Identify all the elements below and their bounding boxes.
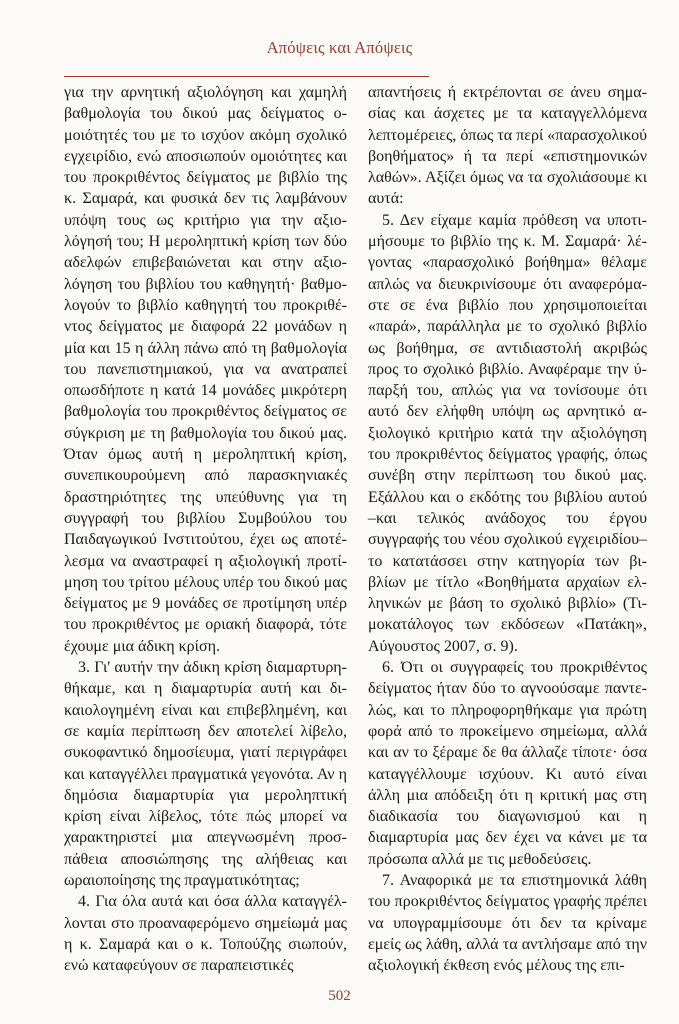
left-column <box>64 82 347 976</box>
paragraph: 3. Γι' αυτήν την άδικη κρίση διαμαρτυρηθήκαμε, και η διαμαρτυρία αυτή και δικαιολογημένη είναι και επιβεβλημένη, και σε καμία περίπτωση δεν αποτελεί λίβελο, συκοφαντικό δημοσίευμα, γιατί περιγράφει και καταγγέλλει πραγματικά γεγονότα. Αν η δημόσια διαμαρτυρία για μεροληπτική κρίση είναι λίβελος, τότε πώς μπορεί να χαρακτηριστεί μια απεγνωσμένη προσπάθεια αποσιώπησης της αλήθειας και ωραιοποίησης της πραγματικότητας; <box>64 659 347 889</box>
paragraph: 5. Δεν είχαμε καμία πρόθεση να υποτιμήσουμε το βιβλίο της κ. Μ. Σαμαρά· λέγοντας «παρασχολικό βοήθημα» θέλαμε απλώς να διευκρινίσουμε ότι αναφερόμαστε σε ένα βιβλίο που χρησιμοποιείται «παρά», παράλληλα με το σχολικό βιβλίο ως βοήθημα, σε αντιδιαστολή ακριβώς προς το σχολικό βιβλίο. Αναφέραμε την ύπαρξή του, απλώς για να τονίσουμε ότι αυτό δεν ελήφθη υπόψη ως αρνητικό αξιολογικό κριτήριο κατά την αξιολόγηση του προκριθέντος δείγματος γραφής, όπως συνέβη στην περίπτωση του δικού μας. Εξάλλου και ο εκδότης του βιβλίου αυτού –και τελικός ανάδοχος του έργου συγγραφής του νέου σχολικού εγχειριδίου– το κατατάσσει στην κατηγορία των βιβλίων με τίτλο «Βοηθήματα αρχαίων ελληνικών με βάση το σχολικό βιβλίο» (Τιμοκατάλογος των εκδόσεων «Πατάκη», Αύγουστος 2007, σ. 9). <box>368 211 647 655</box>
paragraph: για την αρνητική αξιολόγηση και χαμηλή βαθμολογία του δικού μας δείγματος ομοιότητές του με το ισχύον ακόμη σχολικό εγχειρίδιο, ενώ αποσιωπούν ομοιότητες και του προκριθέντος δείγματος με βιβλίο της κ. Σαμαρά, και φυσικά δεν τις λαμβάνουν υπόψη τους ως κριτήριο για την αξιολόγησή του; Η μεροληπτική κρίση των δύο αδελφών επιβεβαιώνεται και στην αξιολόγηση του βιβλίου του καθηγητή· βαθμολογούν το βιβλίο καθηγητή του προκριθέντος δείγματος με διαφορά 22 μονάδων η μία και 15 η άλλη πάνω από τη βαθμολογία του πανεπιστημιακού, για να ανατραπεί οπωσδήποτε η κατά 14 μονάδες μικρότερη βαθμολογία του προκριθέντος δείγματος σε σύγκριση με τη βαθμολογία του δικού μας. Όταν όμως αυτή η μεροληπτική κρίση, συνεπικουρούμενη από παρασκηνιακές δραστηριότητες της υπεύθυνης για τη συγγραφή του βιβλίου Συμβούλου του Παιδαγωγικού Ινστιτούτου, έχει ως αποτέλεσμα να αναστραφεί η αξιολογική προτίμηση του τρίτου μέλους υπέρ του δικού μας δείγματος με 9 μονάδες σε προτίμηση υπέρ του προκριθέντος με οριακή διαφορά, τότε έχουμε μια άδικη κρίση. <box>64 84 347 655</box>
paragraph: 6. Ότι οι συγγραφείς του προκριθέντος δείγματος ήταν δύο το αγνοούσαμε παντελώς, και το πληροφορηθήκαμε για πρώτη φορά από το προκείμενο σημείωμα, αλλά και αν το ξέραμε δε θα άλλαζε τίποτε· όσα καταγγέλλουμε ισχύουν. Κι αυτό είναι άλλη μια απόδειξη ότι η κριτική μας στη διαδικασία του διαγωνισμού και η διαμαρτυρία μας δεν έχει να κάνει με τα πρόσωπα αλλά με τις μεθοδεύσεις. <box>368 659 647 868</box>
paragraph: 4. Για όλα αυτά και όσα άλλα καταγγέλλονται στο προαναφερόμενο σημείωμά μας η κ. Σαμαρά και ο κ. Τοπούζης σιωπούν, ενώ καταφεύγουν σε παραπειστικές <box>64 893 347 975</box>
header-rule <box>64 76 429 77</box>
paragraph: απαντήσεις ή εκτρέπονται σε άνευ σημασίας και άσχετες με τα καταγγελλόμενα λεπτομέρειες, όπως τα περί «παρασχολικού βοηθήματος» ή τα περί «επιστημονικών λαθών». Αξίζει όμως να τα σχολιάσουμε κι αυτά: <box>368 84 647 208</box>
paragraph: 7. Αναφορικά με τα επιστημονικά λάθη του προκριθέντος δείγματος γραφής πρέπει να υπογραμμίσουμε ότι δεν τα κρίναμε εμείς ως λάθη, αλλά τα αντλήσαμε από την αξιολογική έκθεση ενός μέλους της επι- <box>368 871 647 975</box>
page-number: 502 <box>328 988 351 1004</box>
right-column <box>368 82 647 976</box>
running-header: Απόψεις και Απόψεις <box>266 38 413 57</box>
